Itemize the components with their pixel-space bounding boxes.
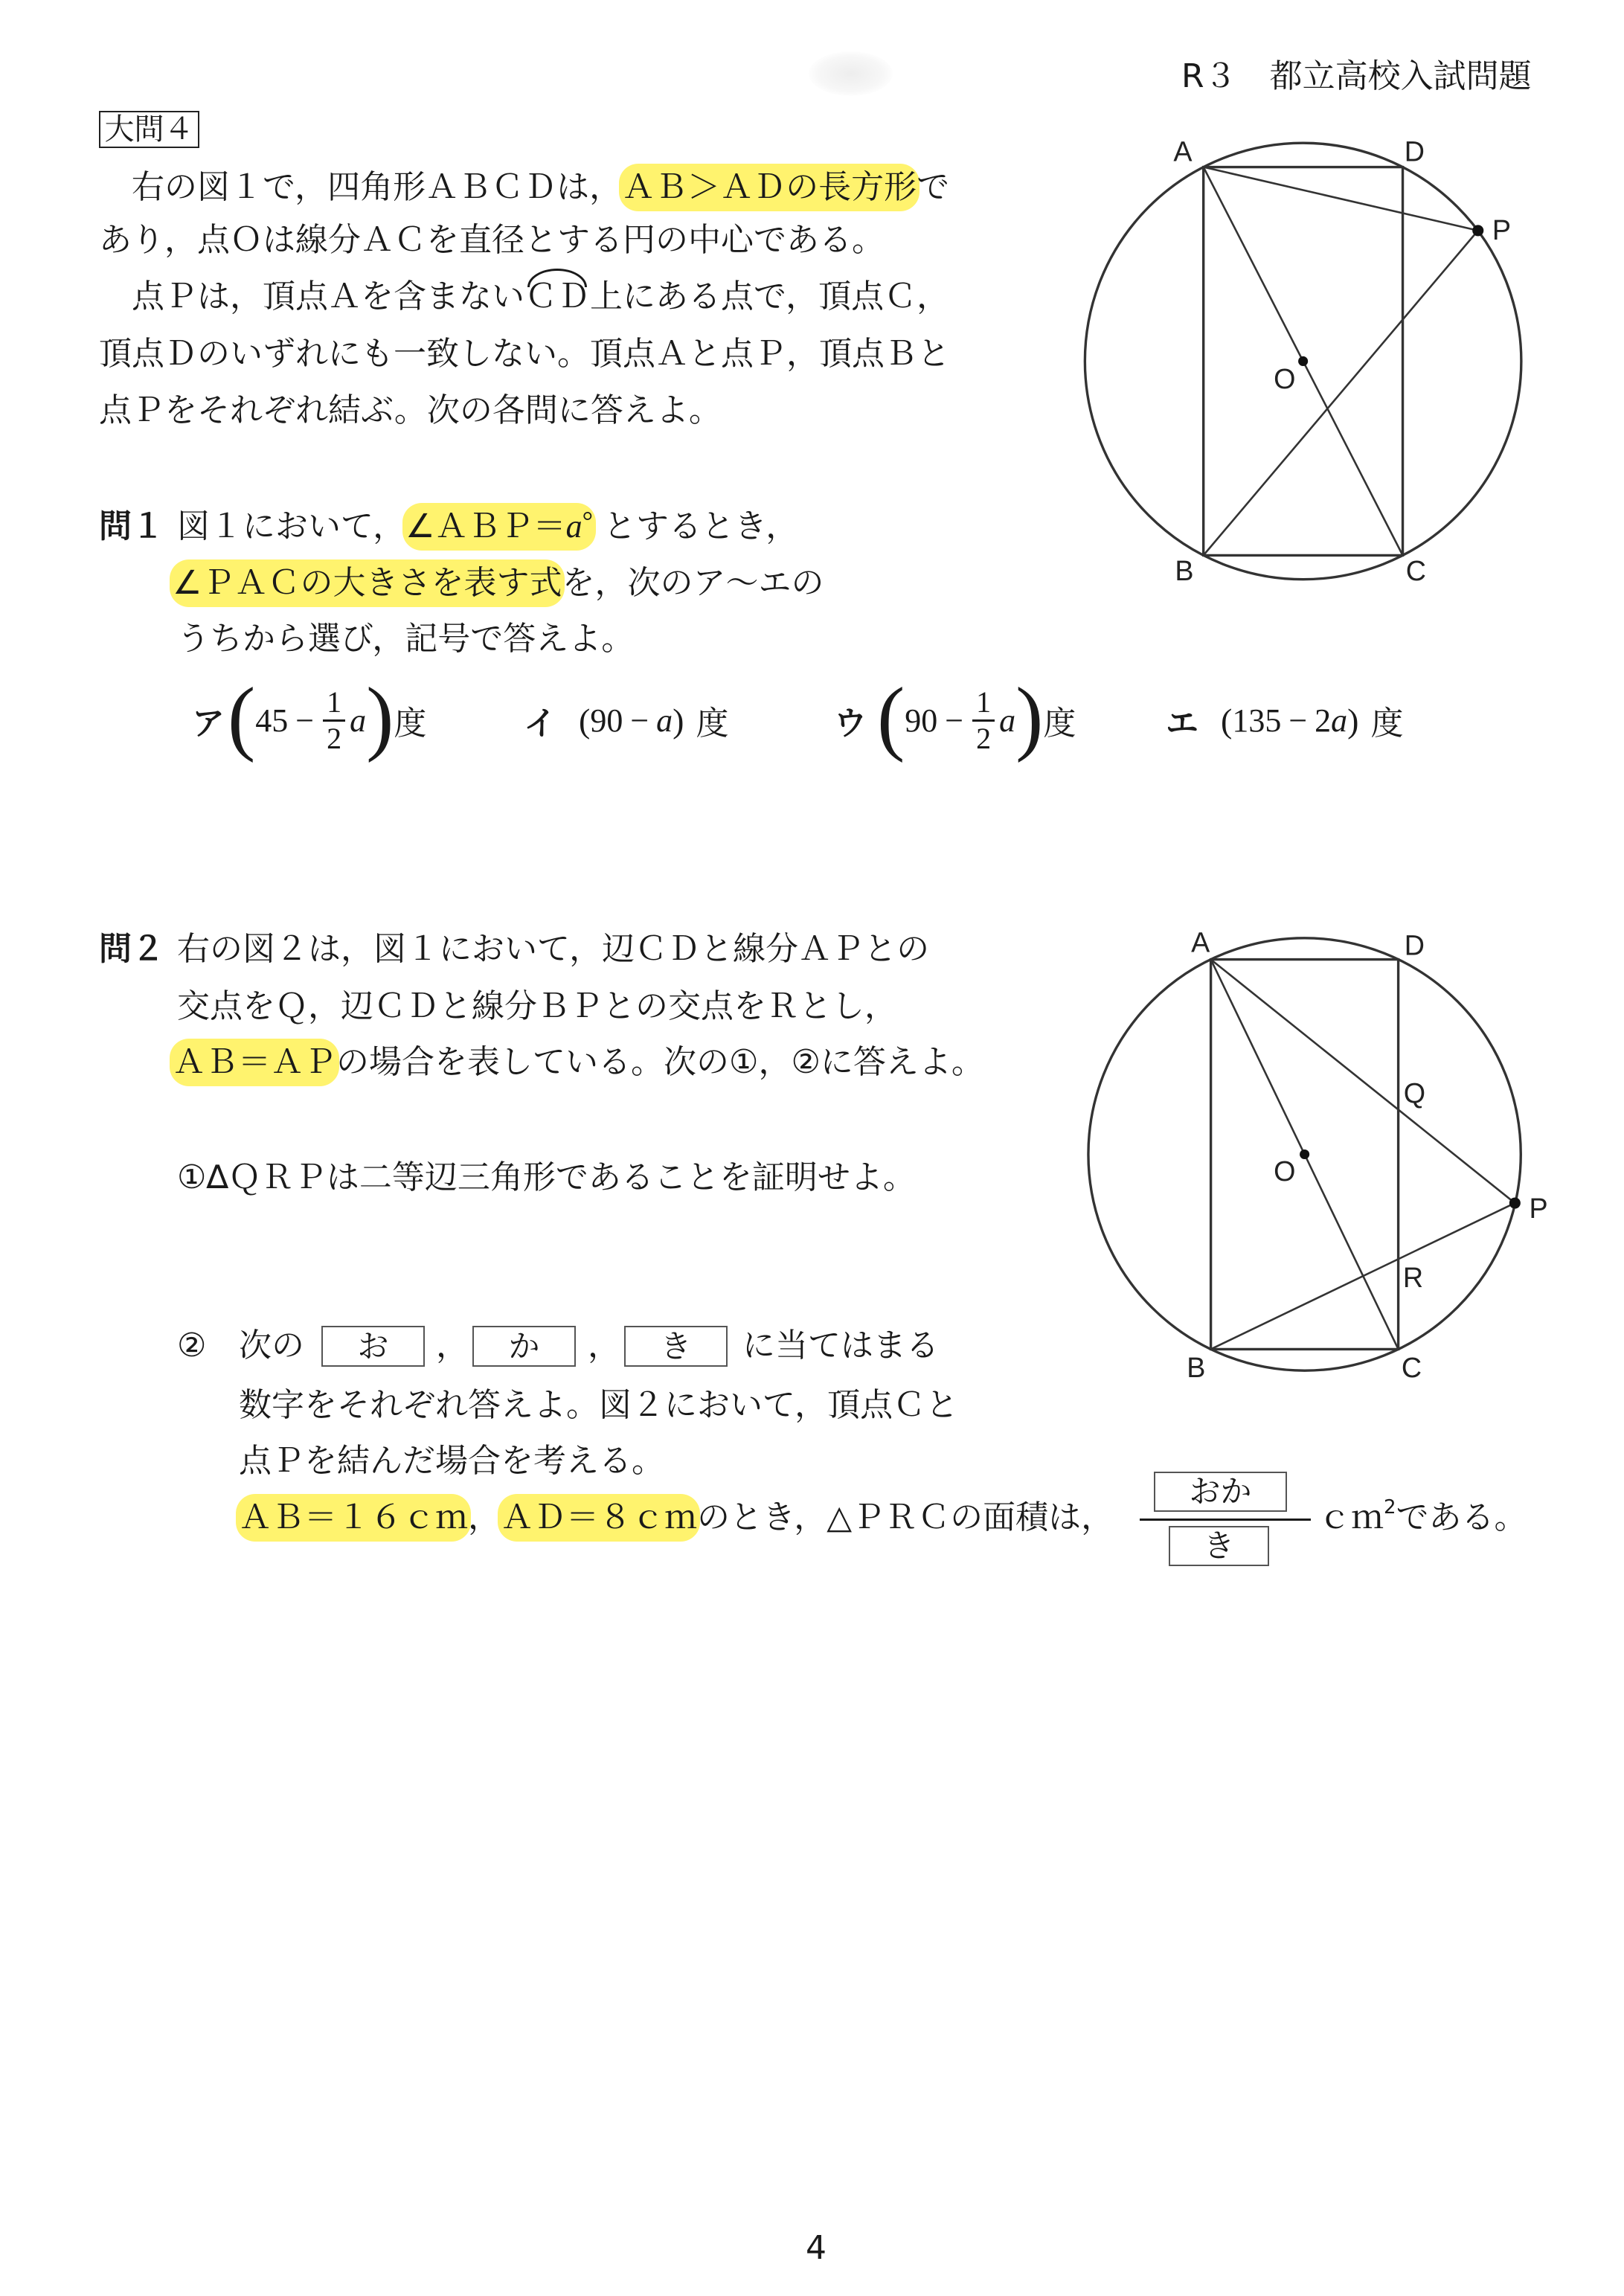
answer-numerator: おか: [1189, 1473, 1252, 1510]
highlight-ab-length: ＡＢ＝１６ｃｍ: [239, 1497, 468, 1539]
answer-denominator: き: [1203, 1527, 1235, 1564]
figure-1: [1063, 126, 1565, 591]
answer-box-ka: [472, 1326, 576, 1367]
figure2-label-a: A: [1191, 926, 1210, 958]
figure2-label-c: C: [1401, 1352, 1422, 1384]
intro-text: 上にある点で，頂点Ｃ，: [590, 278, 950, 315]
q1-label: [99, 506, 164, 548]
answer-fraction-bar: [1140, 1519, 1311, 1521]
comma: [588, 1325, 620, 1367]
part2-text: に当てはまる: [742, 1327, 939, 1365]
problem-label-box: [99, 111, 199, 148]
comma-text: ，: [436, 1327, 469, 1365]
choice-label: イ: [524, 705, 556, 743]
figure1-label-b: B: [1175, 555, 1194, 587]
intro-line-2: [99, 219, 885, 261]
part2-tail: [742, 1325, 939, 1367]
unit-exponent: 2: [1384, 1496, 1396, 1519]
q1-line-1: [177, 506, 798, 548]
answer-numerator-box: [1154, 1472, 1287, 1512]
right-paren: ): [673, 701, 684, 740]
intro-text: 点Ｐは，頂点Ａを含まない: [99, 278, 524, 315]
q2-line-3: [173, 1042, 984, 1083]
intro-line-5: [99, 390, 722, 432]
degree-sign: °: [582, 506, 593, 536]
figure1-point-o: [1298, 356, 1308, 366]
right-paren: ): [1015, 671, 1044, 763]
q2-text: 交点をＱ，辺ＣＤと線分ＢＰとの交点をＲとし，: [177, 987, 897, 1025]
answer-tail: である。: [1396, 1498, 1527, 1536]
unit-degree: 度: [1370, 705, 1404, 743]
variable-a: a: [999, 702, 1016, 739]
variable-a: a: [656, 702, 673, 739]
part2-line-3: [239, 1440, 664, 1482]
question-number: 問２: [99, 930, 164, 968]
left-paren: (: [1221, 701, 1233, 740]
intro-line-4: [99, 333, 950, 375]
choice-label: ウ: [834, 705, 867, 743]
highlight-rectangle-condition: ＡＢ＞ＡＤの長方形: [622, 167, 917, 208]
left-paren: (: [877, 671, 905, 763]
answer-denominator-box: [1169, 1526, 1269, 1566]
q2-line-1: [177, 929, 929, 970]
variable-a: a: [565, 508, 582, 545]
page-header: [1181, 56, 1532, 97]
fraction-one-half: [323, 684, 345, 755]
right-paren: ): [366, 671, 394, 763]
fraction-numerator: 1: [976, 684, 992, 719]
figure1-label-o: O: [1274, 363, 1296, 395]
constant: 90: [590, 702, 623, 739]
part2-lead: [239, 1325, 304, 1367]
figure2-label-r: R: [1402, 1262, 1424, 1294]
answer-box-label: か: [508, 1327, 540, 1365]
fraction-one-half: [972, 684, 995, 755]
q2-part-1: [177, 1157, 916, 1199]
choice-e: [1166, 679, 1403, 761]
figure2-label-q: Q: [1403, 1077, 1426, 1109]
constant: 90: [905, 702, 938, 739]
figure1-label-d: D: [1404, 135, 1425, 167]
choice-label: ア: [192, 705, 225, 743]
part2-text: 次の: [239, 1327, 304, 1365]
intro-text: 点Ｐをそれぞれ結ぶ。次の各問に答えよ。: [99, 391, 722, 429]
part2-text: 点Ｐを結んだ場合を考える。: [239, 1442, 664, 1480]
arc-cd: ＣＤ: [524, 276, 590, 318]
minus-sign: −: [1288, 702, 1308, 739]
q1-text: とするとき，: [592, 507, 799, 545]
q2-label: [99, 929, 164, 970]
figure1-label-a: A: [1173, 135, 1193, 167]
variable-a: a: [1331, 702, 1348, 739]
figure2-point-p: [1509, 1197, 1521, 1208]
choice-i: [524, 679, 728, 761]
fraction-denominator: 2: [976, 721, 992, 755]
comma: [436, 1325, 469, 1367]
q1-text: を，次のア～エの: [562, 564, 824, 602]
coefficient: 2: [1315, 702, 1332, 739]
answer-box-label: き: [660, 1327, 692, 1365]
comma-text: ，: [588, 1327, 620, 1365]
answer-box-o: [321, 1326, 425, 1367]
part1-text: ①∆ＱＲＰは二等辺三角形であることを証明せよ。: [177, 1158, 916, 1196]
answer-box-label: お: [357, 1327, 389, 1365]
part2-line-2: [239, 1385, 958, 1426]
intro-text: で: [917, 168, 950, 206]
q1-line-3: [177, 618, 634, 660]
q1-line-2: [173, 562, 824, 604]
minus-sign: −: [630, 702, 649, 739]
choice-a: [192, 671, 427, 763]
fraction-numerator: 1: [327, 684, 342, 719]
minus-sign: −: [295, 702, 315, 739]
unit-degree: 度: [696, 705, 729, 743]
figure2-label-d: D: [1404, 929, 1425, 961]
left-paren: (: [579, 701, 591, 740]
unit-degree: 度: [1043, 705, 1076, 743]
q1-text: うちから選び，記号で答えよ。: [177, 620, 635, 658]
unit-cm: ｃｍ: [1318, 1498, 1384, 1536]
right-paren: ): [1347, 701, 1359, 740]
constant: 135: [1232, 702, 1282, 739]
figure2-point-o: [1300, 1149, 1309, 1159]
minus-sign: −: [945, 702, 964, 739]
figure2-segment-bp: [1211, 1203, 1515, 1349]
figure1-point-p: [1472, 225, 1483, 236]
unit-degree: 度: [394, 705, 427, 743]
part2-number: [177, 1325, 206, 1367]
figure-2: [1063, 923, 1565, 1388]
intro-line-1: [99, 167, 949, 208]
figure1-segment-ap: [1204, 167, 1478, 231]
intro-text: あり，点Ｏは線分ＡＣを直径とする円の中心である。: [99, 221, 885, 259]
figure1-segment-bp: [1204, 231, 1478, 556]
left-paren: (: [228, 671, 256, 763]
intro-text: 頂点Ｄのいずれにも一致しない。頂点Ａと点Ｐ，頂点Ｂと: [99, 335, 950, 373]
constant: 45: [255, 702, 289, 739]
highlight-angle-pac: ∠ＰＡＣの大きさを表す式: [173, 562, 562, 604]
problem-label: 大問４: [104, 112, 194, 147]
comma-text: ，: [468, 1498, 501, 1536]
fraction-denominator: 2: [327, 721, 342, 755]
highlight-ab-equals-ap: ＡＢ＝ＡＰ: [173, 1042, 336, 1083]
figure1-label-c: C: [1405, 555, 1427, 587]
page-number-text: 4: [806, 2229, 827, 2267]
part2-marker: ②: [177, 1327, 207, 1365]
variable-a: a: [350, 702, 367, 739]
part2-text: 数字をそれぞれ答えよ。図２において，頂点Ｃと: [239, 1386, 959, 1424]
angle-abp-text: ∠ＡＢＰ＝: [405, 507, 566, 545]
answer-box-ki: [624, 1326, 728, 1367]
intro-text: 右の図１で，四角形ＡＢＣＤは，: [99, 168, 623, 206]
part2-line-4: [239, 1497, 1114, 1539]
scan-smudge: [809, 51, 893, 96]
q2-text: 右の図２は，図１において，辺ＣＤと線分ＡＰとの: [177, 930, 930, 968]
q1-text: 図１において，: [177, 507, 406, 545]
figure2-label-p: P: [1529, 1192, 1548, 1224]
highlight-ad-length: ＡＤ＝８ｃｍ: [501, 1497, 697, 1539]
page-number: [806, 2228, 827, 2269]
figure1-label-p: P: [1492, 214, 1512, 246]
header-title: R３ 都立高校入試問題: [1181, 57, 1532, 95]
question-number: 問１: [99, 507, 164, 545]
figure2-label-b: B: [1187, 1352, 1206, 1384]
part2-text: のとき，△ＰＲＣの面積は，: [697, 1498, 1114, 1536]
figure2-segment-ap: [1211, 960, 1515, 1203]
intro-line-3: [99, 276, 949, 318]
highlight-angle-abp: [405, 506, 593, 548]
answer-unit: [1318, 1497, 1527, 1539]
q2-line-2: [177, 986, 897, 1027]
choice-u: [834, 671, 1076, 763]
q2-text: の場合を表している。次の①，②に答えよ。: [336, 1043, 984, 1081]
figure2-label-o: O: [1274, 1155, 1296, 1187]
choice-label: エ: [1166, 705, 1198, 743]
